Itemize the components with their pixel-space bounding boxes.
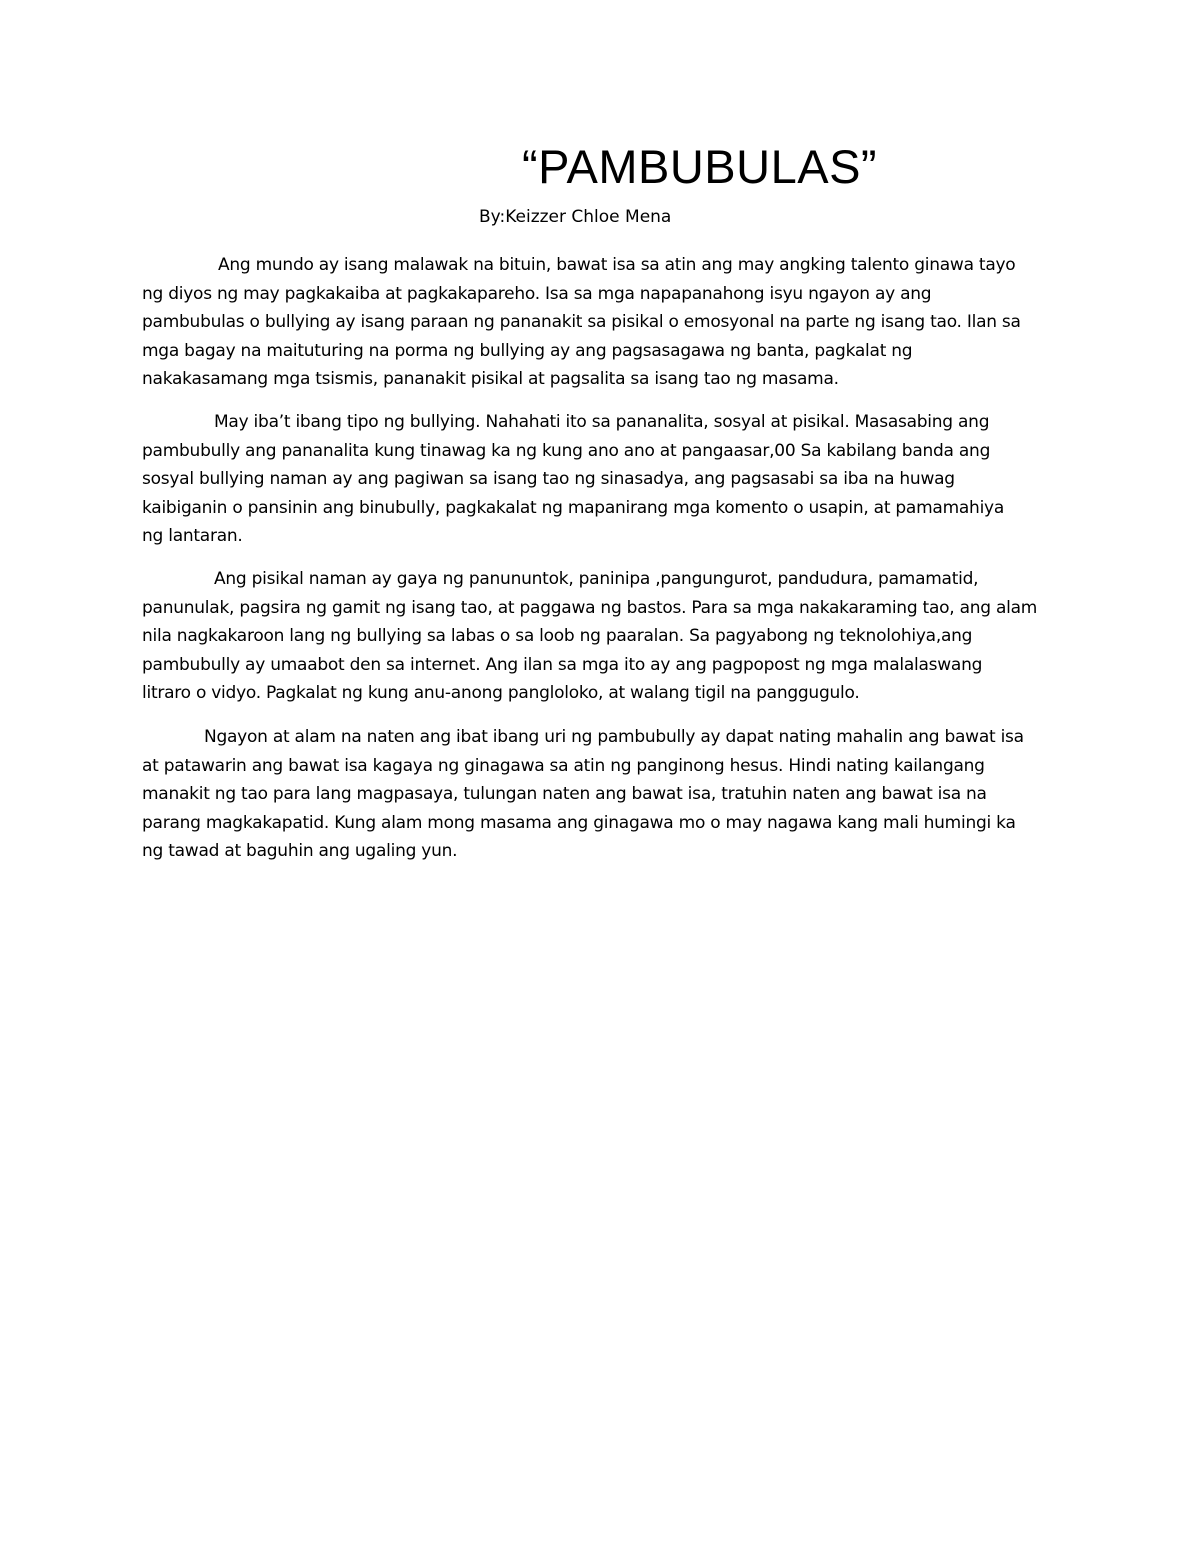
paragraph-line: litraro o vidyo. Pagkalat ng kung anu-anong pangloloko, at walang tigil na panggugulo. xyxy=(142,683,860,703)
paragraph-line: nila nagkakaroon lang ng bullying sa labas o sa loob ng paaralan. Sa pagyabong ng teknolohiya,ang xyxy=(142,626,973,646)
author-byline: By:Keizzer Chloe Mena xyxy=(479,207,672,227)
paragraph-line: Ang pisikal naman ay gaya ng panununtok, paninipa ,pangungurot, pandudura, pamamatid, xyxy=(214,569,979,589)
paragraph-line: ng lantaran. xyxy=(142,526,243,546)
paragraph-line: pambubulas o bullying ay isang paraan ng pananakit sa pisikal o emosyonal na parte ng isang tao. Ilan sa xyxy=(142,312,1021,332)
paragraph-line: May iba’t ibang tipo ng bullying. Nahahati ito sa pananalita, sosyal at pisikal. Masasabing ang xyxy=(214,412,990,432)
paragraph-4 xyxy=(142,723,1062,866)
paragraph-line: at patawarin ang bawat isa kagaya ng ginagawa sa atin ng panginong hesus. Hindi nating kailangang xyxy=(142,755,985,776)
paragraph-line: ng diyos ng may pagkakaiba at pagkakapareho. Isa sa mga napapanahong isyu ngayon ay ang xyxy=(142,283,932,304)
paragraph-line: mga bagay na maituturing na porma ng bullying ay ang pagsasagawa ng banta, pagkalat ng xyxy=(142,340,913,361)
paragraph-line: parang magkakapatid. Kung alam mong masama ang ginagawa mo o may nagawa kang mali humingi ka xyxy=(142,812,1016,833)
paragraph-line: Ang mundo ay isang malawak na bituin, bawat isa sa atin ang may angking talento ginawa tayo xyxy=(218,255,1016,275)
paragraph-line: manakit ng tao para lang magpasaya, tulungan naten ang bawat isa, tratuhin naten ang bawat isa na xyxy=(142,784,987,804)
paragraph-line: nakakasamang mga tsismis, pananakit pisikal at pagsalita sa isang tao ng masama. xyxy=(142,369,839,389)
document-title: “PAMBUBULAS” xyxy=(522,140,878,193)
paragraph-line: ng tawad at baguhin ang ugaling yun. xyxy=(142,841,458,861)
paragraph-line: pambubully ang pananalita kung tinawag ka ng kung ano ano at pangaasar,00 Sa kabilang banda ang xyxy=(142,440,991,461)
paragraph-1 xyxy=(142,251,1062,394)
paragraph-line: Ngayon at alam na naten ang ibat ibang uri ng pambubully ay dapat nating mahalin ang bawat isa xyxy=(204,727,1024,747)
paragraph-3 xyxy=(142,565,1062,708)
paragraph-line: sosyal bullying naman ay ang pagiwan sa isang tao ng sinasadya, ang pagsasabi sa iba na huwag xyxy=(142,469,955,489)
paragraph-line: panunulak, pagsira ng gamit ng isang tao, at paggawa ng bastos. Para sa mga nakakaraming tao, ang alam xyxy=(142,597,1038,618)
paragraph-line: pambubully ay umaabot den sa internet. Ang ilan sa mga ito ay ang pagpopost ng mga malalaswang xyxy=(142,654,983,675)
paragraph-line: kaibiganin o pansinin ang binubully, pagkakalat ng mapanirang mga komento o usapin, at pamamahiya xyxy=(142,497,1005,518)
paragraph-2 xyxy=(142,408,1062,551)
